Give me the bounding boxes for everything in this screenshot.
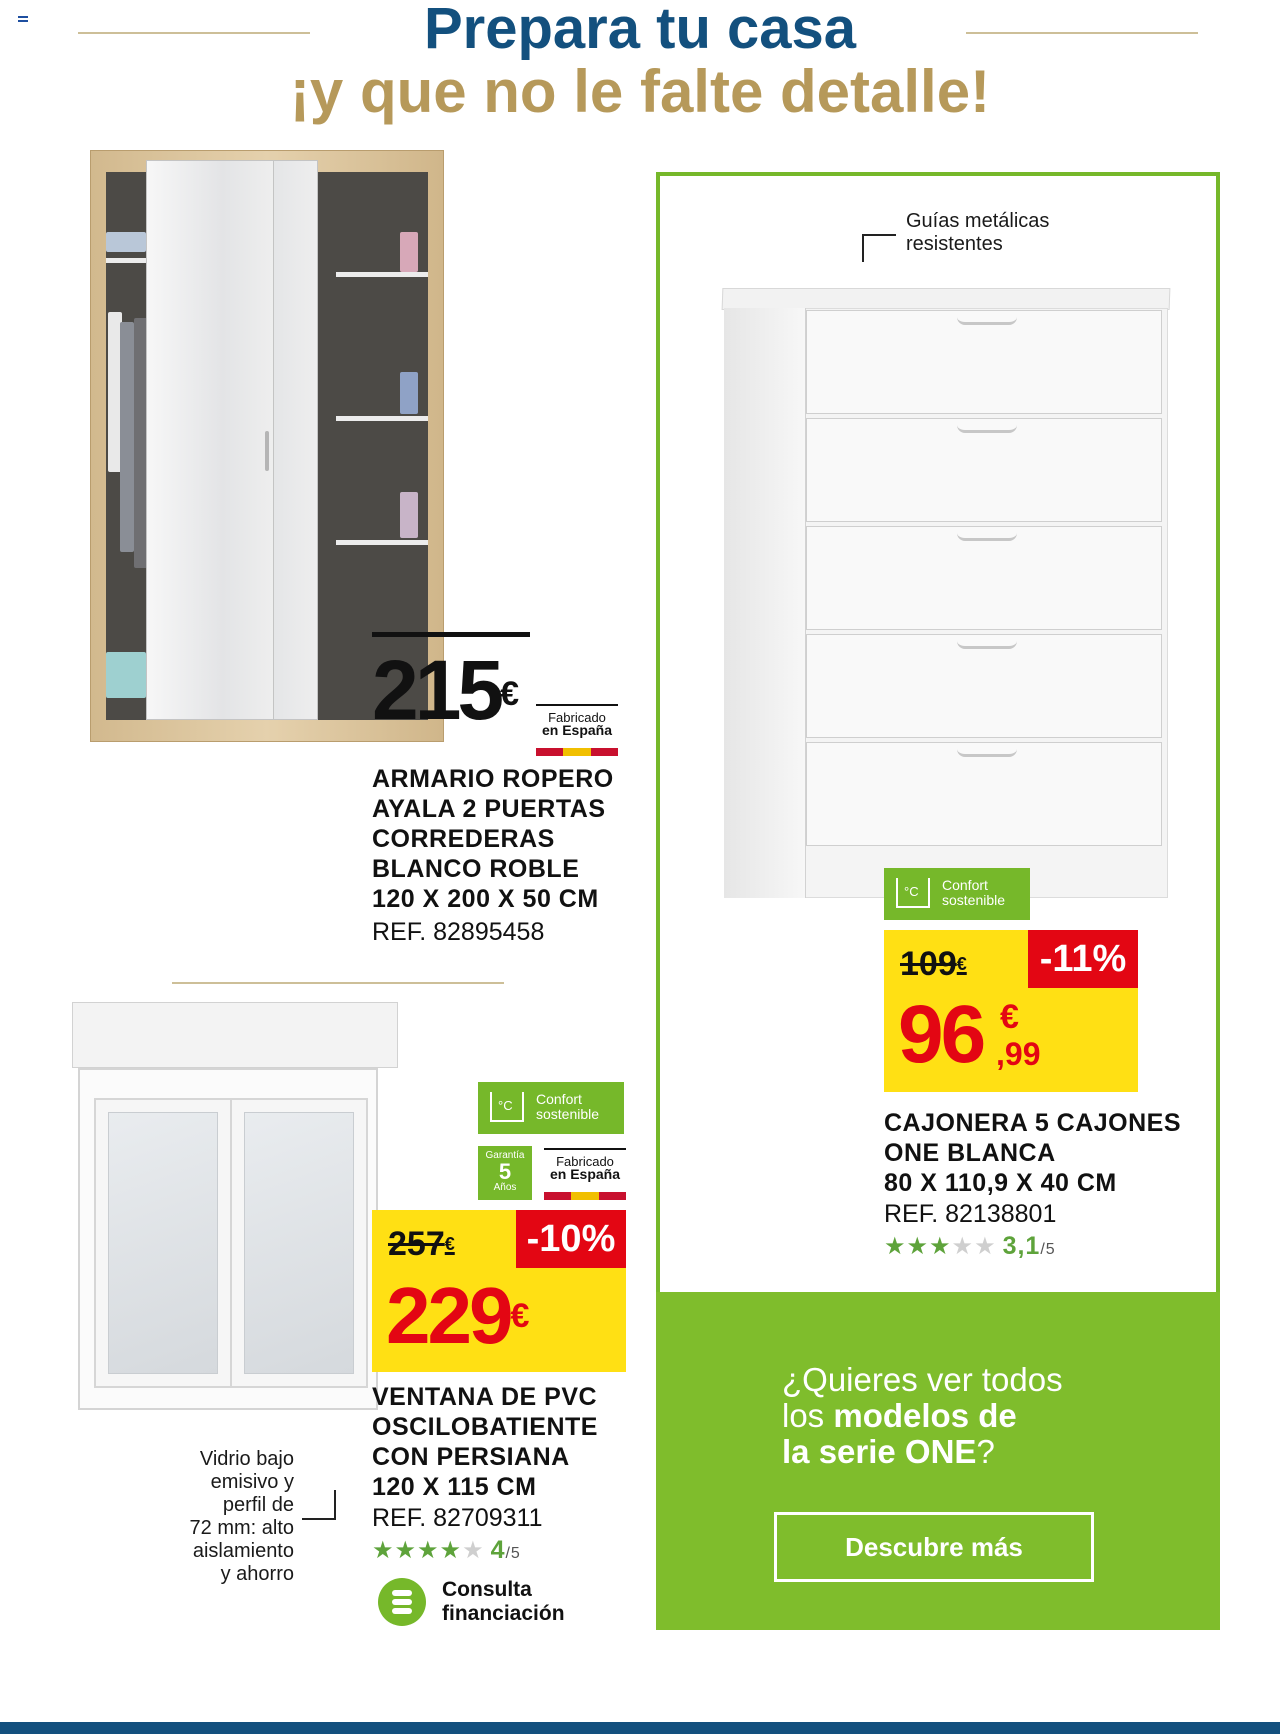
wardrobe-ref: REF. 82895458 bbox=[372, 918, 545, 946]
dresser-price-currency: € bbox=[1000, 998, 1019, 1036]
wardrobe-name: ARMARIO ROPERO AYALA 2 PUERTAS CORREDERAS BLANCO ROBLE 120 X 200 X 50 CM bbox=[372, 765, 614, 913]
window-price: 229€ bbox=[386, 1271, 527, 1360]
discover-more-button[interactable]: Descubre más bbox=[774, 1512, 1094, 1582]
window-promo-box bbox=[372, 1210, 626, 1372]
dresser-promo-box bbox=[884, 930, 1138, 1092]
page-title: Prepara tu casa bbox=[423, 0, 857, 61]
callout-pointer bbox=[862, 234, 896, 262]
window-image bbox=[72, 1002, 402, 1410]
dresser-image bbox=[722, 288, 1170, 900]
star-icon: ★ bbox=[417, 1537, 440, 1564]
window-eco-badge: °C Confort sostenible bbox=[478, 1082, 624, 1134]
window-name: VENTANA DE PVC OSCILOBATIENTE CON PERSIANA 120 X 115 CM bbox=[372, 1383, 598, 1501]
window-callout: Vidrio bajo emisivo y perfil de 72 mm: alto aislamiento y ahorro bbox=[189, 1448, 294, 1585]
star-icon: ★ bbox=[951, 1233, 975, 1260]
wardrobe-price bbox=[372, 643, 516, 737]
dresser-old-price: 109€ bbox=[900, 945, 967, 983]
dresser-callout: Guías metálicas resistentes bbox=[906, 210, 1050, 255]
dresser-ref: REF. 82138801 bbox=[884, 1200, 1057, 1228]
spain-flag-icon bbox=[544, 1192, 626, 1200]
star-icon: ★ bbox=[929, 1233, 952, 1260]
window-ref: REF. 82709311 bbox=[372, 1504, 543, 1532]
window-rating: ★★★★★ 4/5 bbox=[372, 1536, 521, 1564]
dresser-discount-badge: -11% bbox=[1028, 930, 1138, 988]
guarantee-badge: Garantía 5 Años bbox=[478, 1146, 532, 1200]
wardrobe-price-currency: € bbox=[500, 675, 516, 713]
dresser-rating: ★★★★★ 3,1/5 bbox=[884, 1232, 1056, 1260]
coins-icon bbox=[378, 1578, 426, 1626]
price-divider bbox=[372, 632, 530, 637]
callout-pointer bbox=[302, 1490, 336, 1520]
star-icon: ★ bbox=[906, 1233, 930, 1260]
wardrobe-price-value: 215 bbox=[372, 643, 501, 737]
star-icon: ★ bbox=[439, 1537, 463, 1564]
finance-link[interactable] bbox=[378, 1576, 598, 1628]
made-in-spain-badge: Fabricado en España bbox=[536, 704, 618, 756]
window-old-price: 257€ bbox=[388, 1225, 455, 1263]
section-rule bbox=[172, 982, 504, 984]
window-discount-badge: -10% bbox=[516, 1210, 626, 1268]
dresser-price: 96 bbox=[898, 989, 984, 1080]
thermometer-house-icon: °C bbox=[896, 878, 930, 908]
made-in-spain-badge: Fabricado en España bbox=[544, 1148, 626, 1200]
star-icon: ★ bbox=[884, 1233, 907, 1260]
star-icon: ★ bbox=[974, 1233, 997, 1260]
thermometer-house-icon: °C bbox=[490, 1092, 524, 1122]
star-icon: ★ bbox=[394, 1537, 418, 1564]
star-icon: ★ bbox=[372, 1537, 395, 1564]
page-subtitle: ¡y que no le falte detalle! bbox=[289, 58, 991, 125]
spain-flag-icon bbox=[536, 748, 618, 756]
dresser-name: CAJONERA 5 CAJONES ONE BLANCA 80 X 110,9 X 40 CM bbox=[884, 1109, 1182, 1197]
cta-question: ¿Quieres ver todos los modelos de la serie ONE? bbox=[782, 1361, 1063, 1470]
footer-bar bbox=[0, 1722, 1280, 1734]
dresser-price-cents: ,99 bbox=[996, 1036, 1041, 1072]
finance-label: Consulta financiación bbox=[442, 1578, 565, 1625]
star-icon: ★ bbox=[462, 1537, 485, 1564]
dresser-eco-badge: °C Confort sostenible bbox=[884, 868, 1030, 920]
